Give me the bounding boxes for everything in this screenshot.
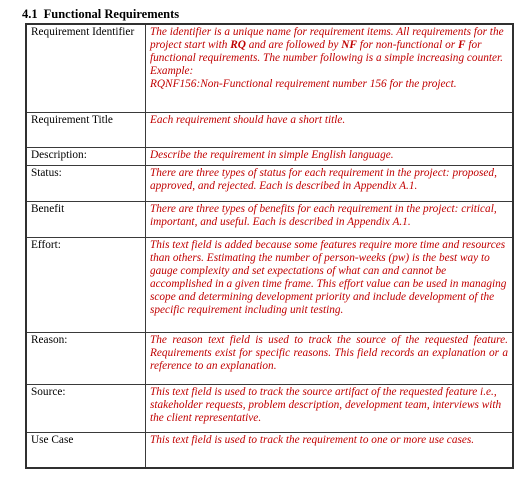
row-label: Use Case: [26, 432, 146, 468]
desc-text: for functional requirements. The number following is a simple increasing counter. Example:: [150, 39, 503, 77]
table-row: [26, 24, 513, 112]
example-text: Non-Functional requirement number 156 for the project.: [200, 78, 457, 90]
table-row: [26, 384, 513, 432]
row-label: Requirement Title: [26, 112, 146, 147]
table-row: [26, 237, 513, 332]
requirements-table: [25, 23, 514, 469]
example-line: [150, 78, 508, 91]
row-description: There are three types of benefits for each requirement in the project: critical, important, and useful. Each is described in Appendix A.1.: [146, 201, 514, 237]
row-label: Requirement Identifier: [26, 24, 146, 112]
row-description: Describe the requirement in simple English language.: [146, 147, 514, 165]
row-label: Effort:: [26, 237, 146, 332]
desc-text: The identifier is a unique name for requirement items. All requirements for the project start with: [150, 26, 504, 51]
table-row: [26, 432, 513, 468]
row-description: This text field is used to track the source artifact of the requested feature i.e., stakeholder requests, problem description, development team, interviews with the client representative.: [146, 384, 514, 432]
table-row: [26, 165, 513, 201]
section-title: Functional Requirements: [43, 7, 180, 21]
row-description: Each requirement should have a short title.: [146, 112, 514, 147]
desc-code-rq: RQ: [230, 39, 246, 51]
table-row: [26, 332, 513, 384]
desc-code-nf: NF: [341, 39, 357, 51]
table-row: [26, 147, 513, 165]
section-number: 4.1: [22, 7, 38, 21]
table-row: [26, 201, 513, 237]
row-label: Reason:: [26, 332, 146, 384]
row-description: This text field is added because some features require more time and resources than others. Estimating the number of person-weeks (pw) is the best way to gauge complexity and set expectations of what can and cannot be accomplished in a given time frame. This effort value can be used in managing scope and determining development priority and include development of the specific requirement including unit testing.: [146, 237, 514, 332]
row-label: Benefit: [26, 201, 146, 237]
row-description: This text field is used to track the requirement to one or more use cases.: [146, 432, 514, 468]
row-description: The reason text field is used to track the source of the requested feature. Requirements exist for specific reasons. This field records an explanation or a reference to an explanation.: [146, 332, 514, 384]
table-row: [26, 112, 513, 147]
desc-text: and are followed by: [245, 39, 342, 51]
row-label: Status:: [26, 165, 146, 201]
row-description: [146, 24, 514, 112]
row-label: Source:: [26, 384, 146, 432]
row-description: There are three types of status for each requirement in the project: proposed, approved, and rejected. Each is described in Appendix A.1.: [146, 165, 514, 201]
desc-text: for non-functional or: [356, 39, 458, 51]
section-heading: [22, 7, 179, 22]
example-code: RQNF156:: [150, 78, 201, 90]
desc-code-f: F: [457, 39, 466, 51]
row-label: Description:: [26, 147, 146, 165]
